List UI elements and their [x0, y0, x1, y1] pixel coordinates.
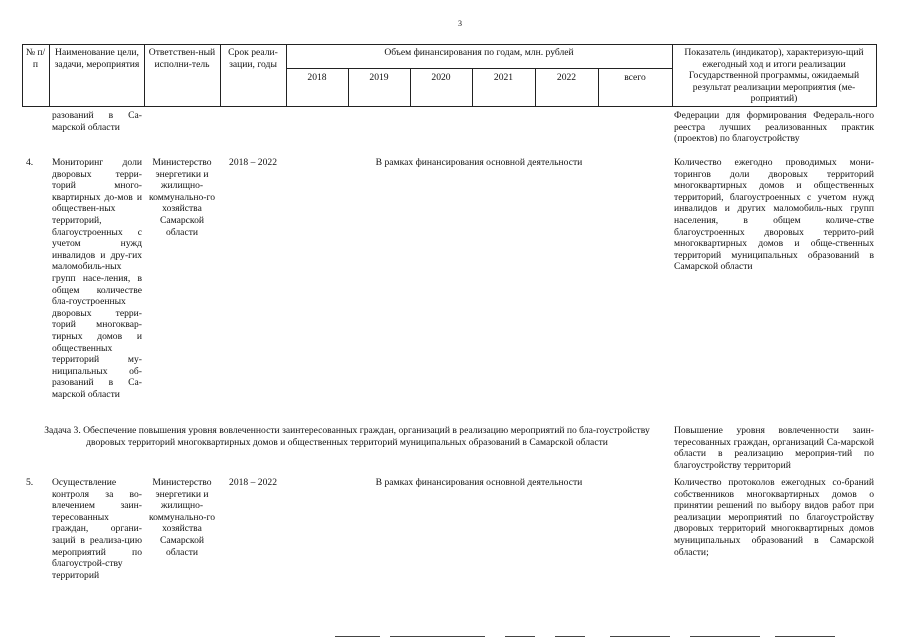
row-5-indicator: Количество протоколов ежегодных со-браний собственников многоквартирных домов о принятии решений по выбору видов работ при реализации мероприятий по благоустройству дворовых территорий многоквартирных домов муниципальных образований в Самарской области; — [674, 477, 874, 558]
row-4-term: 2018 – 2022 — [229, 157, 277, 168]
header-year-2018: 2018 — [307, 72, 327, 83]
header-col-name: Наименование цели, задачи, мероприятия — [54, 47, 140, 70]
header-year-2020: 2020 — [431, 72, 451, 83]
row-4-number: 4. — [26, 157, 34, 168]
header-year-2022: 2022 — [556, 72, 577, 83]
page-number: 3 — [458, 19, 462, 28]
row-5-funding: В рамках финансирования основной деятельности — [375, 477, 583, 488]
row-5-responsible: Министерство энергетики и жилищно-коммунально-го хозяйства Самарской области — [149, 477, 215, 558]
header-year-2021: 2021 — [493, 72, 514, 83]
row-4-responsible: Министерство энергетики и жилищно-коммунально-го хозяйства Самарской области — [149, 157, 215, 238]
header-col-funding: Объем финансирования по годам, млн. рублей — [384, 47, 574, 58]
header-col-indicator: Показатель (индикатор), характеризую-щий ежегодный ход и итоги реализации Государственной программы, ожидаемый результат реализации мероприятия (ме-роприятий) — [684, 47, 864, 105]
task-3-heading: Задача 3. Обеспечение повышения уровня вовлеченности заинтересованных граждан, организаций в реализацию мероприятий по бла-гоустройству дворовых территорий многоквартирных домов и общественных территорий муниципальных образований в Самарской области — [44, 425, 650, 448]
continued-row-name: разований в Са-марской области — [52, 110, 142, 133]
header-year-2019: 2019 — [369, 72, 389, 83]
row-4-indicator: Количество ежегодно проводимых мони-торингов доли дворовых территорий многоквартирных домов и общественных территорий, благоустроенных с учетом нужд инвалидов и других маломобиль-ных групп населения, в общем количе-стве благоустроенных дворовых террито-рий многоквартирных домов и обще-ственных территорий муниципальных образований в Самарской области — [674, 157, 874, 273]
task-3-indicator: Повышение уровня вовлеченности заин-тересованных граждан, организаций Са-марской области в реализацию мероприя-тий по благоустройству территорий — [674, 425, 874, 471]
continued-row-indicator: Федерации для формирования Федераль-ного реестра лучших реализованных практик (проектов) по благоустройству — [674, 110, 874, 145]
row-4-name: Мониторинг доли дворовых терри-торий много-квартирных до-мов и обществен-ных территорий, благоустроенных с учетом нужд инвалидов и дру-гих маломобиль-ных групп насе-ления, в общем количестве бла-гоустроенных дворовых терри-торий многоквар-тирных домов и общественных территорий му-ниципальных об-разований в Са-марской области — [52, 157, 142, 400]
row-4-funding: В рамках финансирования основной деятельности — [375, 157, 583, 168]
row-5-number: 5. — [26, 477, 34, 488]
header-year-total: всего — [624, 72, 646, 83]
row-5-term: 2018 – 2022 — [229, 477, 277, 488]
row-5-name: Осуществление контроля за во-влечением заин-тересованных граждан, органи-заций в реализа-цию мероприятий по благоустрой-ству территорий — [52, 477, 142, 581]
header-col-number: № п/п — [25, 47, 46, 70]
header-col-term: Срок реали-зации, годы — [228, 47, 278, 70]
header-col-responsible: Ответствен-ный исполни-тель — [148, 47, 216, 70]
